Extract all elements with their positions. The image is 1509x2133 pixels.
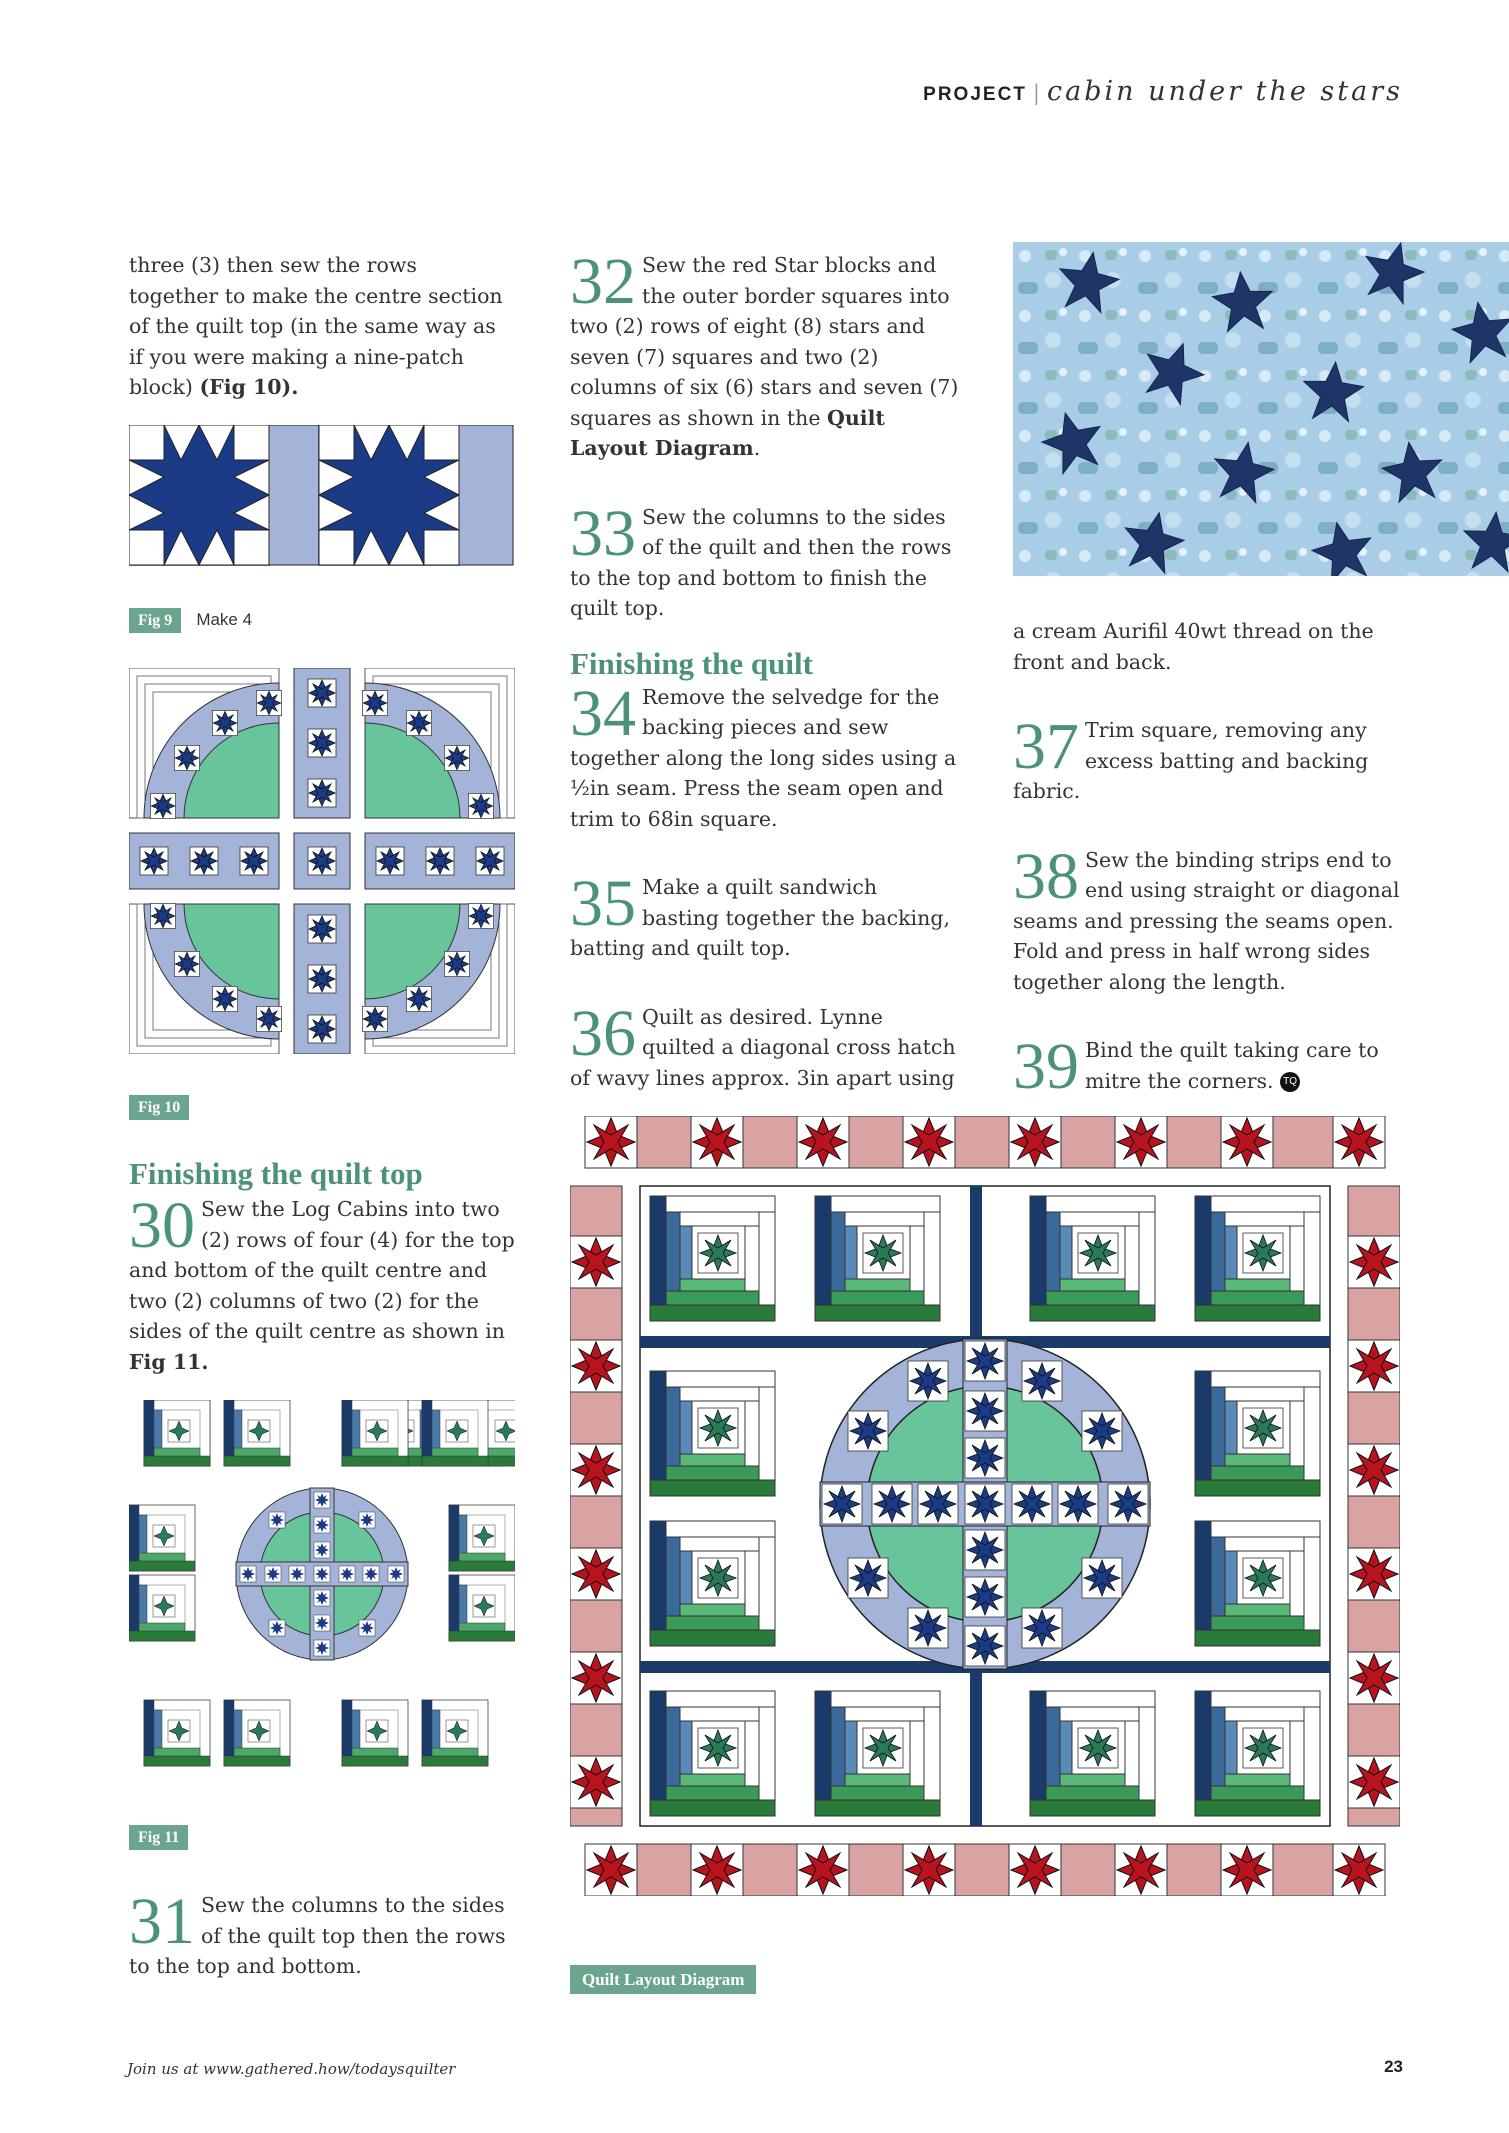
fig9-caption	[129, 610, 252, 631]
project-title: cabin under the stars	[1046, 76, 1403, 107]
fig9-tag: Fig 9	[129, 608, 181, 633]
step-32-number: 32	[570, 245, 636, 318]
quilt-layout-tag: Quilt Layout Diagram	[570, 1965, 756, 1994]
col1-intro	[129, 250, 509, 403]
step-38-number: 38	[1013, 839, 1079, 913]
step-33	[570, 496, 960, 624]
step-36-continued: a cream Aurifil 40wt thread on the front and back.	[1013, 619, 1374, 674]
fig10-reference: (Fig 10).	[199, 375, 299, 399]
step-33-text: Sew the columns to the sides of the quilt and then the rows to the top and bottom to finish the quilt top.	[570, 504, 952, 620]
step-37	[1013, 710, 1403, 807]
step-34-number: 34	[570, 676, 636, 750]
section-label: PROJECT	[923, 84, 1027, 105]
step-37-number: 37	[1013, 710, 1079, 783]
step-35-number: 35	[570, 867, 636, 940]
layout-caption	[570, 1970, 756, 1990]
fig9-note: Make 4	[196, 610, 253, 629]
step-36	[570, 996, 960, 1094]
finishing-quilt-top-heading: Finishing the quilt top	[129, 1156, 423, 1191]
left-border	[570, 1186, 622, 1826]
step-32-end: .	[753, 436, 761, 460]
fig10-diagram	[129, 668, 515, 1054]
step-31	[129, 1885, 509, 1982]
step-39	[1013, 1030, 1403, 1103]
step-36-number: 36	[570, 996, 636, 1070]
step-39-text: Bind the quilt taking care to mitre the corners.	[1085, 1038, 1379, 1093]
bottom-border	[585, 1844, 1385, 1896]
col1-heading-block	[129, 1156, 519, 1377]
step-31-text: Sew the columns to the sides of the quilt top then the rows to the top and bottom.	[129, 1893, 506, 1978]
fig10-caption	[129, 1097, 189, 1118]
fig9-star-block	[129, 425, 269, 565]
right-border	[1348, 1186, 1400, 1826]
fig11-caption	[129, 1827, 188, 1848]
quilt-layout-diagram	[570, 1116, 1400, 1896]
step-31-number: 31	[129, 1885, 195, 1958]
fig11-tag: Fig 11	[129, 1825, 188, 1850]
step-35-text: Make a quilt sandwich basting together the backing, batting and quilt top.	[570, 875, 950, 960]
step-35	[570, 867, 960, 964]
fig10-tag: Fig 10	[129, 1095, 189, 1120]
page-number: 23	[1384, 2057, 1403, 2076]
header-separator: |	[1032, 81, 1041, 105]
quilt-centre	[640, 1186, 1330, 1826]
step-30	[129, 1189, 519, 1377]
step-30-number: 30	[129, 1189, 195, 1262]
fig9-diagram	[129, 425, 515, 567]
step-32-text: Sew the red Star blocks and the outer border squares into two (2) rows of eight (8) stars and seven (7) squares and two (2) columns of six (6) stars and seven (7) squares as shown in the	[570, 253, 959, 430]
step-38-text: Sew the binding strips end to end using straight or diagonal seams and pressing the seams open. Fold and press in half wrong sides together along the length.	[1013, 847, 1400, 994]
step-36-text: Quilt as desired. Lynne quilted a diagonal cross hatch of wavy lines approx. 3in apart using	[570, 1004, 956, 1090]
quilt-layout-reference: Quilt Layout Diagram	[570, 405, 885, 460]
step-37-text: Trim square, removing any excess batting and backing fabric.	[1013, 718, 1369, 803]
step-34-text: Remove the selvedge for the backing pieces and sew together along the long sides using a ½in seam. Press the seam open and trim to 68in square.	[570, 684, 957, 831]
col2-steps-top	[570, 245, 960, 1093]
finishing-quilt-heading: Finishing the quilt	[570, 645, 813, 681]
end-mark-icon: TQ	[1280, 1072, 1300, 1092]
fig11-diagram	[129, 1400, 515, 1785]
step-34	[570, 676, 960, 835]
step-30-text: Sew the Log Cabins into two (2) rows of four (4) for the top and bottom of the quilt centre and two (2) columns of two (2) for the sides of the quilt centre as shown in	[129, 1197, 515, 1343]
step-33-number: 33	[570, 496, 636, 570]
fig11-reference: Fig 11.	[129, 1349, 209, 1374]
step-39-number: 39	[1013, 1030, 1079, 1103]
top-border	[585, 1116, 1385, 1168]
step-38	[1013, 839, 1403, 998]
quilt-photo	[1013, 242, 1509, 576]
step-32	[570, 245, 960, 464]
col3-steps	[1013, 616, 1403, 1103]
footer-link[interactable]: Join us at www.gathered.how/todaysquilter	[127, 2060, 456, 2078]
intro-text: three (3) then sew the rows together to make the centre section of the quilt top (in the same way as if you were making a nine-patch block)	[129, 253, 503, 399]
running-header	[923, 76, 1403, 107]
